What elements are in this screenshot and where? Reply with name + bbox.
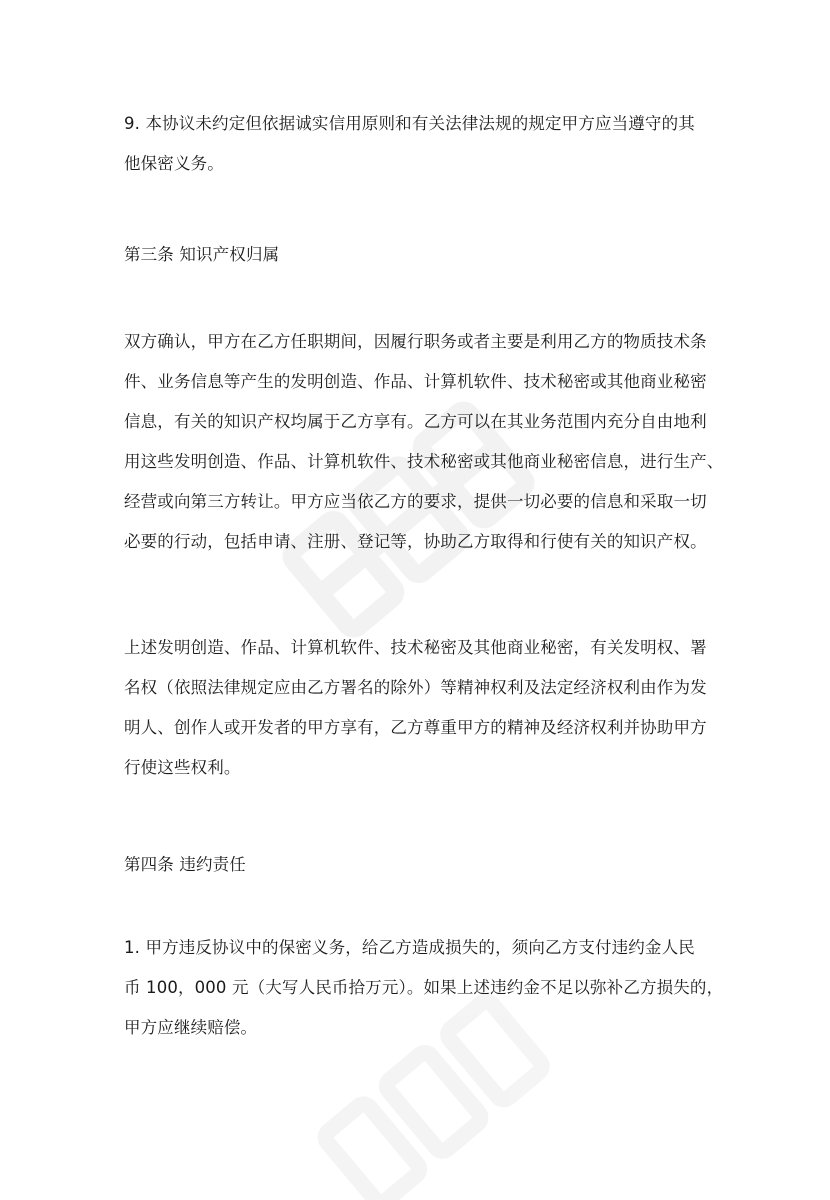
article-3-paragraph-1: [124, 322, 724, 562]
text-line: 经营或向第三方转让。甲方应当依乙方的要求，提供一切必要的信息和采取一切: [124, 492, 707, 511]
section-heading: 第三条 知识产权归属: [124, 245, 280, 264]
text-line: 必要的行动，包括申请、注册、登记等，协助乙方取得和行使有关的知识产权。: [124, 532, 707, 551]
article-3-heading: [124, 235, 714, 275]
text-line: 他保密义务。: [124, 154, 224, 173]
text-line: 上述发明创造、作品、计算机软件、技术秘密及其他商业秘密，有关发明权、署: [124, 638, 707, 657]
text-line: 行使这些权利。: [124, 758, 241, 777]
text-line: 币 100，000 元（大写人民币拾万元）。如果上述违约金不足以弥补乙方损失的，: [124, 978, 724, 997]
text-line: 双方确认，甲方在乙方任职期间，因履行职务或者主要是利用乙方的物质技术条: [124, 332, 707, 351]
text-line: 9. 本协议未约定但依据诚实信用原则和有关法律法规的规定甲方应当遵守的其: [124, 114, 695, 133]
text-line: 甲方应继续赔偿。: [124, 1018, 258, 1037]
text-line: 件、业务信息等产生的发明创造、作品、计算机软件、技术秘密或其他商业秘密: [124, 372, 707, 391]
article-4-heading: [124, 845, 714, 885]
section-heading: 第四条 违约责任: [124, 855, 246, 874]
clause-9-paragraph: [124, 104, 714, 184]
text-line: 信息，有关的知识产权均属于乙方享有。乙方可以在其业务范围内充分自由地利: [124, 412, 707, 431]
text-line: 用这些发明创造、作品、计算机软件、技术秘密或其他商业秘密信息，进行生产、: [124, 452, 724, 471]
article-3-paragraph-2: [124, 628, 714, 788]
article-4-clause-1: [124, 928, 724, 1048]
text-line: 名权（依照法律规定应由乙方署名的除外）等精神权利及法定经济权利由作为发: [124, 678, 707, 697]
text-line: 明人、创作人或开发者的甲方享有，乙方尊重甲方的精神及经济权利并协助甲方: [124, 718, 707, 737]
text-line: 1. 甲方违反协议中的保密义务，给乙方造成损失的，须向乙方支付违约金人民: [124, 938, 695, 957]
